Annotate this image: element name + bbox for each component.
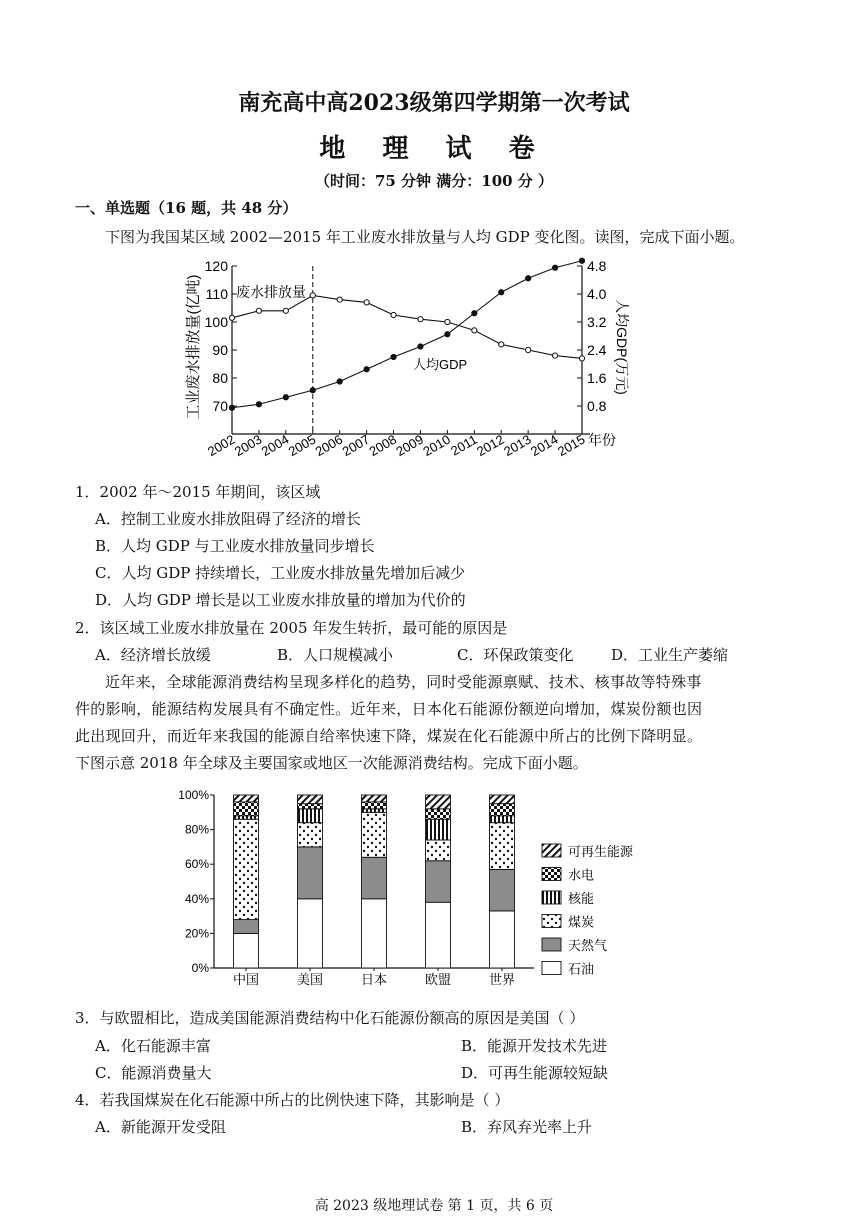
y-tick-label: 0% — [191, 961, 209, 975]
bar-segment-blank — [234, 933, 259, 968]
q3-option-d[interactable]: D．可再生能源较短缺 — [461, 1064, 609, 1082]
gdp-line — [232, 261, 582, 408]
right-tick-label: 3.2 — [587, 314, 607, 330]
right-tick-label: 4.0 — [587, 286, 607, 302]
left-axis-label: 工业废水排放量(亿吨) — [185, 274, 202, 420]
category-label: 美国 — [296, 972, 324, 987]
left-tick-label: 120 — [204, 258, 228, 274]
q1-option-d[interactable]: D．人均 GDP 增长是以工业废水排放量的增加为代价的 — [95, 591, 466, 609]
q4-option-b[interactable]: B．弃风弃光率上升 — [461, 1118, 593, 1136]
bar-segment-blank — [362, 899, 387, 968]
left-tick-label: 100 — [204, 314, 228, 330]
legend-label: 天然气 — [568, 938, 608, 953]
bar-segment-gray — [298, 847, 323, 899]
bar-segment-diagonal-stripes — [298, 795, 323, 804]
legend-label: 石油 — [568, 961, 595, 977]
wastewater-point — [364, 300, 369, 305]
gdp-point — [526, 276, 531, 281]
exam-title: 南充高中高2023级第四学期第一次考试 — [238, 90, 630, 116]
bar-segment-gray — [426, 861, 451, 903]
bar-segment-vertical-stripes — [426, 819, 451, 840]
time-info: （时间：75 分钟 满分：100 分 ） — [314, 172, 554, 190]
q4-option-a[interactable]: A．新能源开发受阻 — [95, 1118, 226, 1136]
gdp-point — [445, 332, 450, 337]
x-tick-label: 2009 — [393, 431, 426, 460]
wastewater-point — [256, 308, 261, 313]
gdp-point — [310, 388, 315, 393]
wastewater-series-label: 废水排放量 — [236, 284, 306, 300]
intro-paragraph-1: 下图为我国某区域 2002—2015 年工业废水排放量与人均 GDP 变化图。读图，完成下面小题。 — [105, 228, 745, 246]
gdp-point — [229, 405, 234, 410]
bar-segment-blank — [298, 899, 323, 968]
gdp-point — [418, 344, 423, 349]
q1-option-a[interactable]: A．控制工业废水排放阻碍了经济的增长 — [95, 510, 361, 528]
category-label: 世界 — [488, 972, 516, 987]
bar-segment-checker — [362, 802, 387, 809]
x-tick-label: 2011 — [448, 431, 480, 459]
wastewater-point — [499, 342, 504, 347]
x-tick-label: 2002 — [204, 431, 238, 460]
wastewater-point — [472, 328, 477, 333]
q1-option-c[interactable]: C．人均 GDP 持续增长，工业废水排放量先增加后减少 — [95, 564, 466, 582]
category-label: 日本 — [360, 972, 388, 987]
bar-segment-dots — [426, 840, 451, 861]
bar-segment-gray — [490, 869, 515, 911]
x-tick-label: 2010 — [420, 431, 453, 460]
wastewater-point — [310, 293, 315, 298]
bar-segment-vertical-stripes — [490, 816, 515, 823]
bar-segment-dots — [234, 819, 259, 919]
legend-label: 水电 — [568, 867, 595, 883]
intro2-line3: 此出现回升，而近年来我国的能源自给率快速下降，煤炭在化石能源中所占的比例下降明显。 — [75, 727, 703, 745]
wastewater-point — [391, 312, 396, 317]
wastewater-point — [418, 317, 423, 322]
y-tick-label: 40% — [184, 891, 209, 906]
gdp-point — [499, 290, 504, 295]
gdp-series-label: 人均GDP — [413, 357, 468, 372]
page-footer: 高 2023 级地理试卷 第 1 页，共 6 页 — [314, 1198, 554, 1214]
wastewater-point — [337, 297, 342, 302]
bar-chart-legend — [542, 844, 634, 977]
wastewater-point — [552, 353, 557, 358]
bar-segment-dots — [362, 812, 387, 857]
bar-segment-vertical-stripes — [298, 809, 323, 823]
bar-segment-blank — [490, 911, 515, 968]
bar-chart-bars — [233, 795, 515, 987]
y-tick-label: 20% — [184, 926, 209, 941]
legend-swatch — [542, 868, 561, 881]
x-tick-label: 2006 — [312, 431, 346, 460]
category-label: 欧盟 — [424, 972, 452, 987]
y-tick-label: 60% — [184, 857, 209, 872]
legend-swatch — [542, 891, 561, 904]
bar-segment-checker — [490, 804, 515, 816]
gdp-point — [283, 395, 288, 400]
wastewater-point — [445, 319, 450, 324]
bar-segment-diagonal-stripes — [490, 795, 515, 804]
legend-label: 煤炭 — [568, 914, 595, 930]
x-tick-label: 2005 — [285, 431, 319, 460]
q2-option-d[interactable]: D．工业生产萎缩 — [611, 646, 729, 664]
q2-option-b[interactable]: B．人口规模减小 — [277, 646, 394, 664]
left-tick-label: 90 — [212, 342, 228, 358]
bar-segment-dots — [490, 823, 515, 870]
bar-segment-diagonal-stripes — [362, 795, 387, 802]
bar-segment-vertical-stripes — [362, 809, 387, 812]
bar-segment-diagonal-stripes — [426, 795, 451, 809]
q3-stem: 3．与欧盟相比，造成美国能源消费结构中化石能源份额高的原因是美国（ ） — [75, 1009, 585, 1027]
legend-label: 可再生能源 — [568, 844, 634, 859]
line-chart — [170, 252, 650, 472]
bar-segment-checker — [234, 802, 259, 816]
bar-segment-checker — [298, 804, 323, 809]
subject-title: 地 理 试 卷 — [319, 134, 549, 164]
section-title: 一、单选题（16 题，共 48 分） — [75, 199, 298, 217]
line-chart-series — [229, 258, 584, 410]
x-tick-label: 2008 — [366, 431, 400, 460]
bar-segment-blank — [426, 902, 451, 968]
x-tick-label: 2007 — [339, 431, 373, 460]
bar-segment-diagonal-stripes — [234, 795, 259, 802]
x-tick-label: 2013 — [501, 431, 534, 460]
legend-swatch — [542, 962, 561, 975]
x-tick-label: 2014 — [528, 431, 561, 460]
left-tick-label: 110 — [205, 286, 228, 302]
intro2-line4: 下图示意 2018 年全球及主要国家或地区一次能源消费结构。完成下面小题。 — [75, 754, 588, 772]
q2-stem: 2．该区域工业废水排放量在 2005 年发生转折，最可能的原因是 — [75, 619, 508, 637]
gdp-point — [472, 311, 477, 316]
q1-option-b[interactable]: B．人均 GDP 与工业废水排放量同步增长 — [95, 537, 375, 555]
stacked-bar-chart — [170, 785, 650, 990]
right-tick-label: 4.8 — [587, 258, 607, 274]
intro2-line1: 近年来，全球能源消费结构呈现多样化的趋势，同时受能源禀赋、技术、核事故等特殊事 — [105, 673, 702, 691]
category-label: 中国 — [232, 972, 260, 987]
wastewater-point — [526, 347, 531, 352]
legend-swatch — [542, 844, 561, 857]
bar-segment-checker — [426, 809, 451, 819]
bar-segment-vertical-stripes — [234, 816, 259, 819]
wastewater-point — [579, 356, 584, 361]
x-axis-unit: 年份 — [588, 432, 616, 448]
x-tick-label: 2004 — [258, 431, 292, 460]
legend-swatch — [542, 938, 561, 951]
right-tick-label: 2.4 — [587, 342, 607, 358]
bar-chart-axes — [178, 788, 534, 975]
gdp-point — [256, 402, 261, 407]
legend-swatch — [542, 915, 561, 928]
right-tick-label: 0.8 — [587, 398, 607, 414]
x-tick-label: 2012 — [474, 431, 507, 460]
q3-option-a[interactable]: A．化石能源丰富 — [95, 1037, 211, 1055]
q2-option-c[interactable]: C．环保政策变化 — [457, 646, 574, 664]
gdp-point — [552, 265, 557, 270]
q3-option-b[interactable]: B．能源开发技术先进 — [461, 1037, 608, 1055]
gdp-point — [364, 367, 369, 372]
right-axis-label: 人均GDP(万元) — [614, 299, 630, 395]
y-tick-label: 100% — [178, 788, 209, 802]
intro2-line2: 件的影响，能源结构发展具有不确定性。近年来，日本化石能源份额逆向增加，煤炭份额也因 — [75, 700, 703, 718]
right-tick-label: 1.6 — [587, 370, 607, 386]
wastewater-point — [229, 315, 234, 320]
bar-segment-dots — [298, 823, 323, 847]
gdp-point — [337, 379, 342, 384]
left-tick-label: 70 — [212, 398, 228, 414]
q1-stem: 1．2002 年～2015 年期间，该区域 — [75, 483, 321, 501]
x-tick-label: 2003 — [231, 431, 265, 460]
wastewater-point — [283, 308, 288, 313]
bar-segment-gray — [362, 857, 387, 899]
q2-option-a[interactable]: A．经济增长放缓 — [95, 646, 211, 664]
legend-label: 核能 — [568, 891, 595, 906]
left-tick-label: 80 — [212, 370, 228, 386]
gdp-point — [391, 354, 396, 359]
q4-stem: 4．若我国煤炭在化石能源中所占的比例快速下降，其影响是（ ） — [75, 1091, 510, 1109]
x-tick-label: 2015 — [554, 431, 588, 460]
gdp-point — [579, 258, 584, 263]
q3-option-c[interactable]: C．能源消费量大 — [95, 1064, 212, 1082]
bar-segment-gray — [234, 920, 259, 934]
y-tick-label: 80% — [184, 822, 209, 837]
